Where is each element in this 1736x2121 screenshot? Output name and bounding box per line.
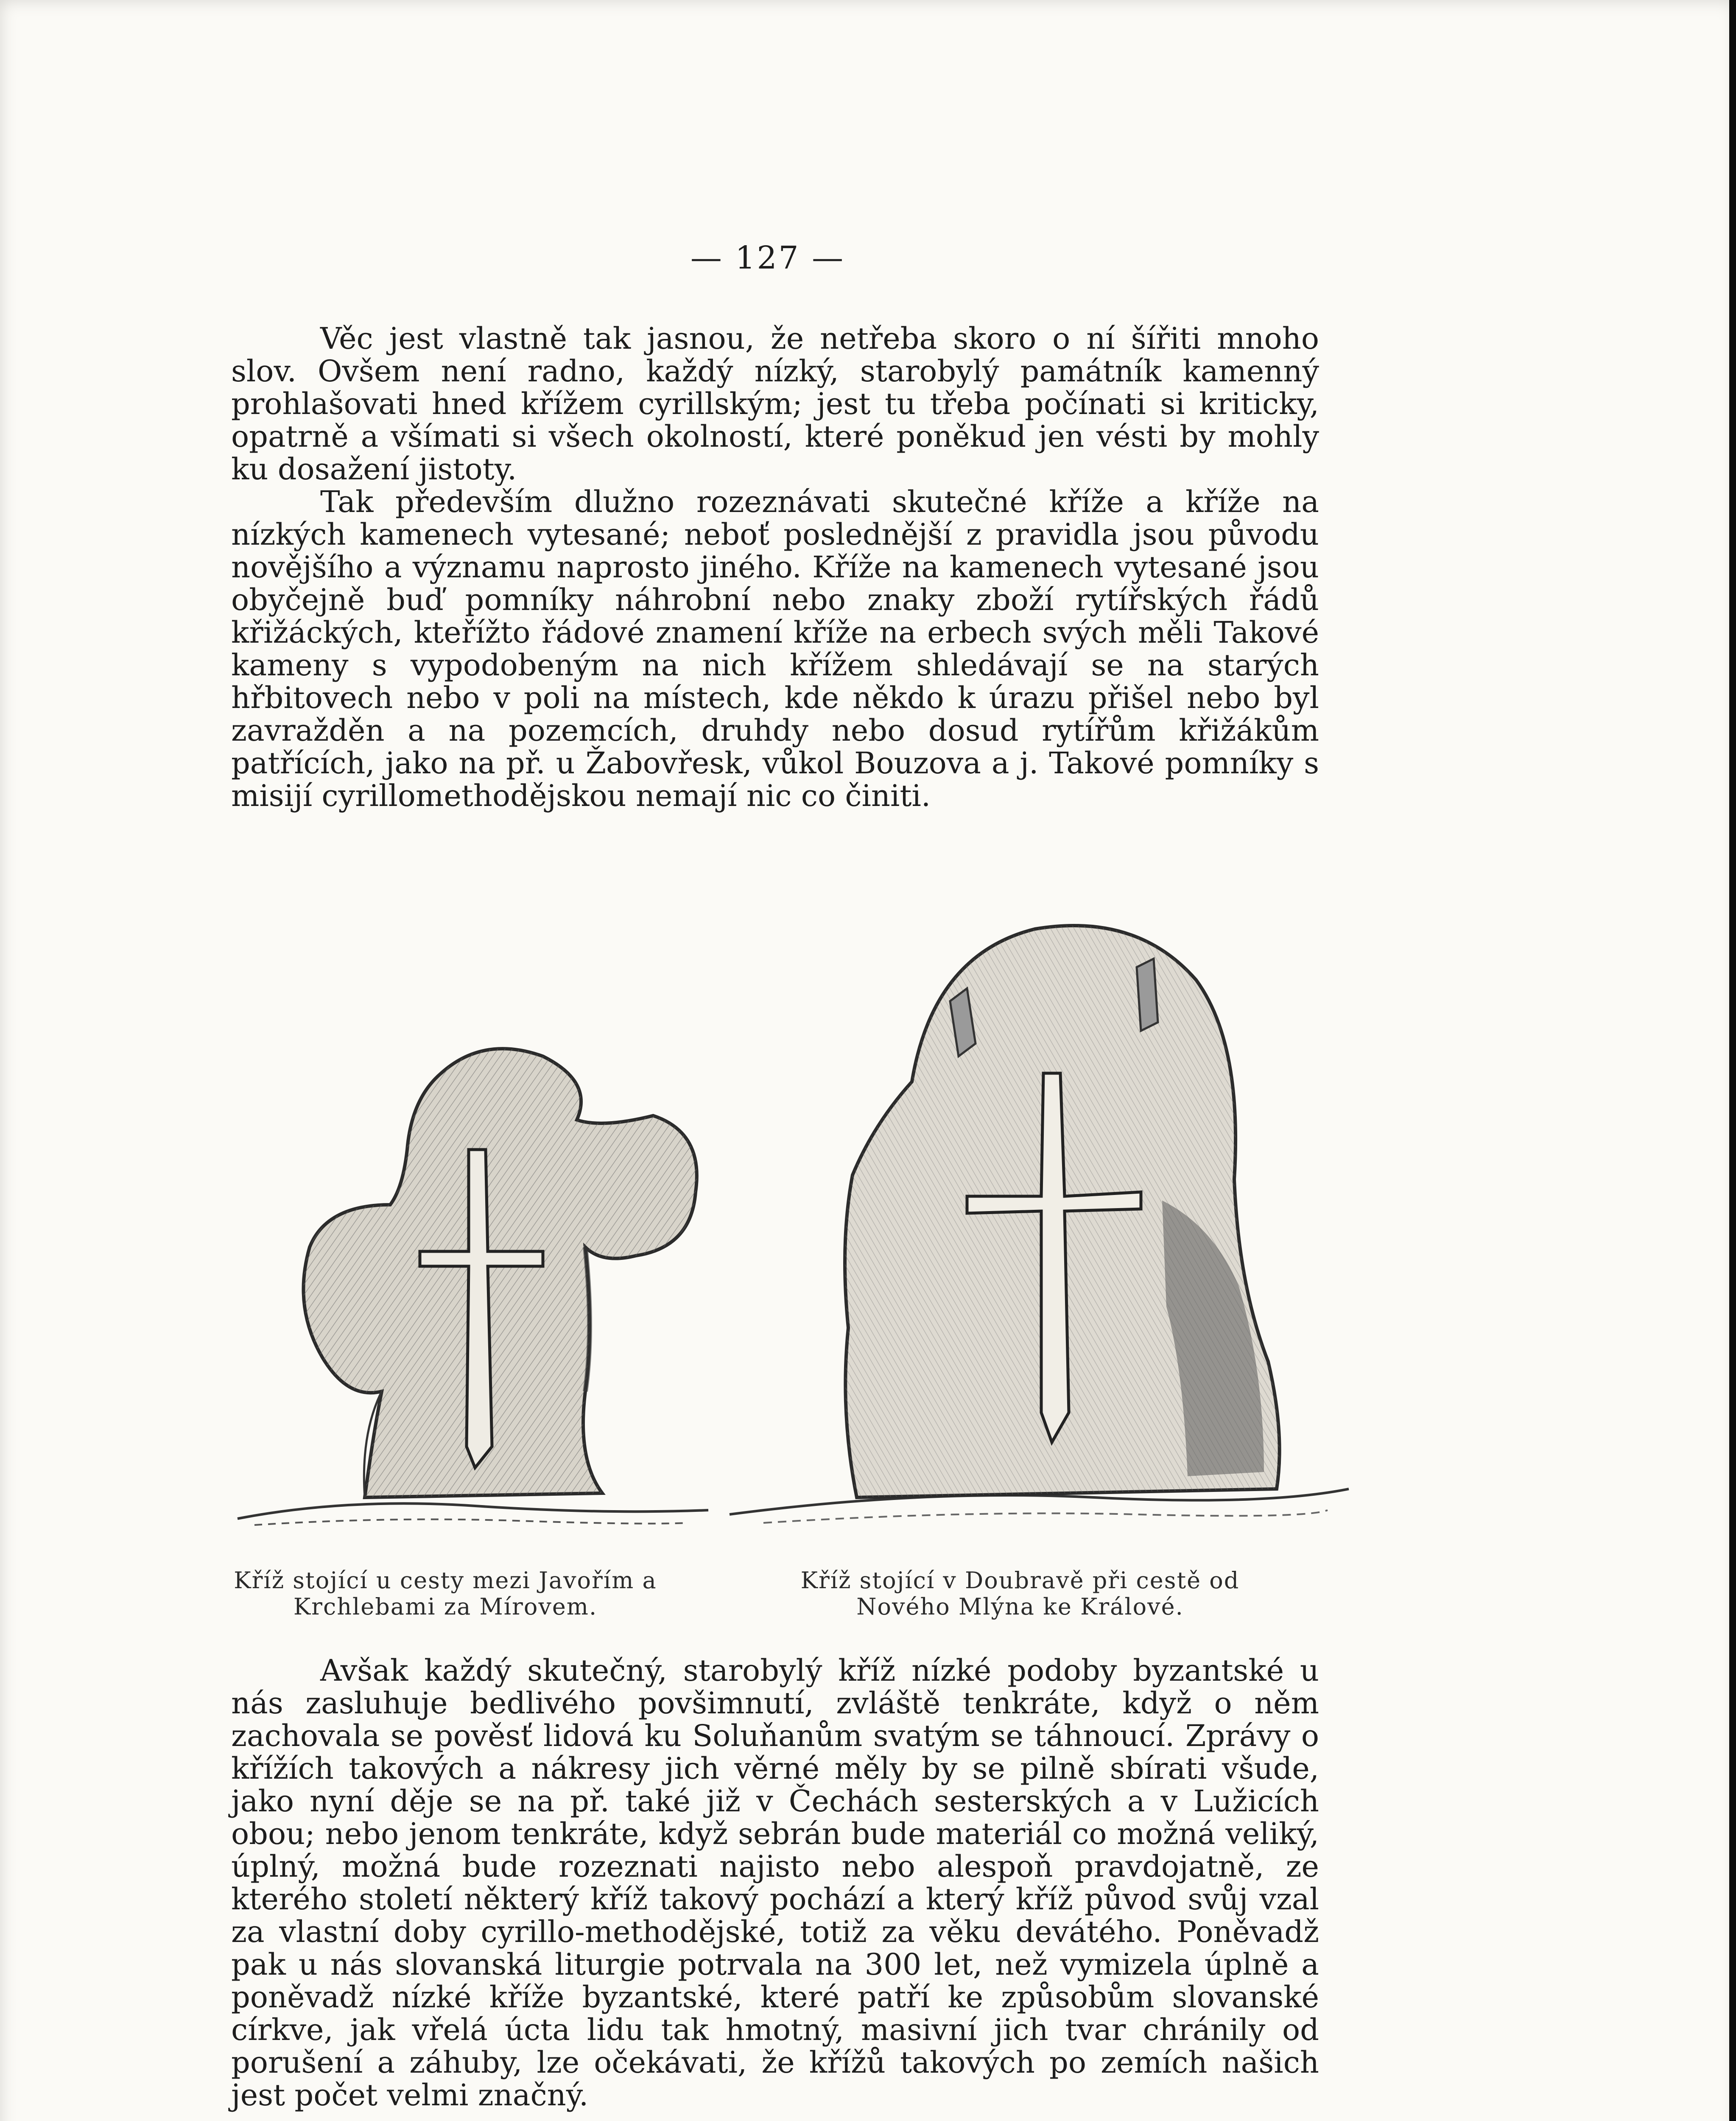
- illustration-stone-cross-right: [713, 904, 1357, 1540]
- paragraph-2: Tak především dlužno rozeznávati skutečné kříže a kříže na nízkých kamenech vytesané; neboť poslednější z pravidla jsou původu novějšího a významu naprosto jiného. Kříže na kamenech vytesané jsou obyčejně buď pomníky náhrobní nebo znaky zboží rytířských řádů křižáckých, kteřížto řádové znamení kříže na erbech svých měli Takové kameny s vypodobeným na nich křížem shledávají se na starých hřbitovech nebo v poli na místech, kde někdo k úrazu přišel nebo byl zavražděn a na pozemcích, druhdy nebo dosud rytířům křižákům patřících, jako na př. u Žabovřesk, vůkol Bouzova a j. Takové pomníky s misijí cyrillomethodějskou nemají nic co činiti.: [231, 484, 1319, 813]
- paragraph-3: Avšak každý skutečný, starobylý kříž nízké podoby byzantské u nás zasluhuje bedlivého povšimnutí, zvláště tenkráte, když o něm zachovala se pověsť lidová ku Soluňanům svatým se táhnoucí. Zprávy o křížích takových a nákresy jich věrné měly by se pilně sbírati všude, jako nyní děje se na př. také již v Čechách sesterských a v Lužicích obou; nebo jenom tenkráte, když sebrán bude materiál co možná veliký, úplný, možná bude rozeznati najisto nebo alespoň pravdojatně, ze kterého století některý kříž takový pochází a který kříž původ svůj vzal za vlastní doby cyrillo-methodějské, totiž za věku devátého. Poněvadž pak u nás slovanská liturgie potrvala na 300 let, než vymizela úplně a poněvadž nízké kříže byzantské, které patří ke způsobům slovanské církve, jak vřelá úcta lidu tak hmotný, masivní jich tvar chránily od porušení a záhuby, lze očekávati, že křížů takových po zemích našich jest počet velmi značný.: [231, 1653, 1319, 2113]
- caption-right: Kříž stojící v Doubravě při cestě od Nového Mlýna ke Králové.: [800, 1567, 1240, 1620]
- text-block-top: [231, 322, 1319, 812]
- paragraph-1: Věc jest vlastně tak jasnou, že netřeba skoro o ní šířiti mnoho slov. Ovšem není radno, každý nízký, starobylý památník kamenný prohlašovati hned křížem cyrillským; jest tu třeba počínati si kriticky, opatrně a všímati si všech okolností, které poněkud jen vésti by mohly ku dosažení jistoty.: [231, 321, 1319, 487]
- caption-left: Kříž stojící u cesty mezi Javořím a Krchlebami za Mírovem.: [234, 1567, 657, 1620]
- text-block-bottom: [231, 1654, 1319, 2112]
- stone-cross-left-drawing: [221, 1010, 730, 1540]
- illustration-stone-cross-left: [221, 1010, 730, 1540]
- scan-edge-right: [1729, 0, 1736, 2121]
- page-number: — 127 —: [690, 240, 845, 276]
- stone-cross-right-drawing: [713, 904, 1357, 1540]
